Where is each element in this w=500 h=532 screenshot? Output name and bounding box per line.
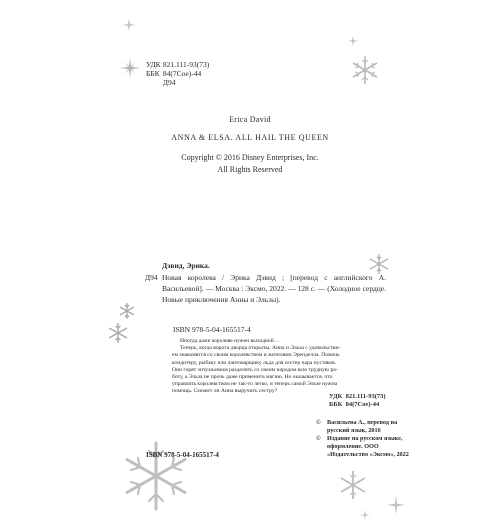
annotation (172, 338, 386, 396)
catalog-description: Новая королева / Эрика Дэвид ; [перевод с английского А. Васильевой]. — Москва : Эксмо, 2022. — 128 с. — (Холодное сердце. Новые приключения Анны и Эльзы). (162, 273, 386, 304)
snowflake-icon (360, 510, 370, 520)
isbn-bottom: ISBN 978-5-04-165517-4 (146, 451, 219, 459)
udk-value: 821.111-93(73) (162, 60, 210, 69)
bbk-label: ББК (146, 69, 160, 78)
annotation-line: помощь. Сможет ли Анна выручить сестру? (172, 388, 278, 395)
snowflake-icon (350, 55, 380, 85)
udk-label: УДК (146, 60, 161, 69)
original-title: ANNA & ELSA. ALL HAIL THE QUEEN (171, 133, 329, 142)
copyright-text: Издание на русском языке, оформление. ООО «Издательство «Эксмо», 2022 (327, 435, 409, 458)
snowflake-icon (348, 36, 358, 46)
bbk-value: 84(7Сое)-44 (345, 401, 380, 408)
udk-label: УДК (329, 393, 343, 400)
catalog-heading: Дэвид, Эрика. (162, 261, 210, 270)
annotation-line: боту, а Эльза не прочь даже применить магию. Но оказывается, что (172, 374, 333, 381)
original-copyright (0, 152, 500, 176)
author-code: Д94 (162, 78, 176, 87)
bbk-label: ББК (329, 401, 343, 408)
annotation-line: кондитеру, рыбаку или лантоварщику льда для сестер пара пустяков. (172, 359, 337, 366)
snowflake-icon (107, 322, 129, 344)
snowflake-icon (118, 302, 136, 320)
annotation-line: Они горят энтузиазмом разделить со своим народом всю трудную ра- (172, 366, 338, 373)
udk-value: 821.111-93(73) (345, 393, 386, 400)
copyright-icon: © (316, 419, 321, 426)
annotation-line: ем знакомятся со своим королевством и жителями Эренделла. Помочь (172, 352, 340, 359)
catalog-isbn: ISBN 978-5-04-165517-4 (173, 325, 251, 334)
copyright-text: Васильева А., перевод на русский язык, 2016 (327, 419, 398, 434)
rights-line: All Rights Reserved (217, 165, 283, 174)
annotation-line: Теперь, когда ворота дворца открыты, Анна и Эльза с удовольстви- (180, 345, 341, 352)
copyright-item (316, 435, 416, 459)
snowflake-icon (386, 495, 406, 515)
annotation-line: управлять королевством не так-то легко, и теперь самой Эльзе нужна (172, 381, 338, 388)
bbk-value: 84(7Сое)-44 (162, 69, 202, 78)
copyright-icon: © (316, 435, 321, 442)
annotation-line: Иногда даже королеве нужен выходной… (180, 338, 280, 344)
snowflake-icon (122, 18, 136, 32)
snowflake-icon (119, 57, 141, 79)
copyright-notices (316, 419, 416, 459)
classification-top (146, 60, 209, 87)
original-author: Erica David (229, 115, 271, 124)
catalog-code: Д94 (145, 273, 158, 282)
copyright-line: Copyright © 2016 Disney Enterprises, Inc. (181, 153, 319, 162)
snowflake-icon (338, 470, 368, 500)
classification-bottom (329, 393, 386, 409)
copyright-item (316, 419, 416, 435)
